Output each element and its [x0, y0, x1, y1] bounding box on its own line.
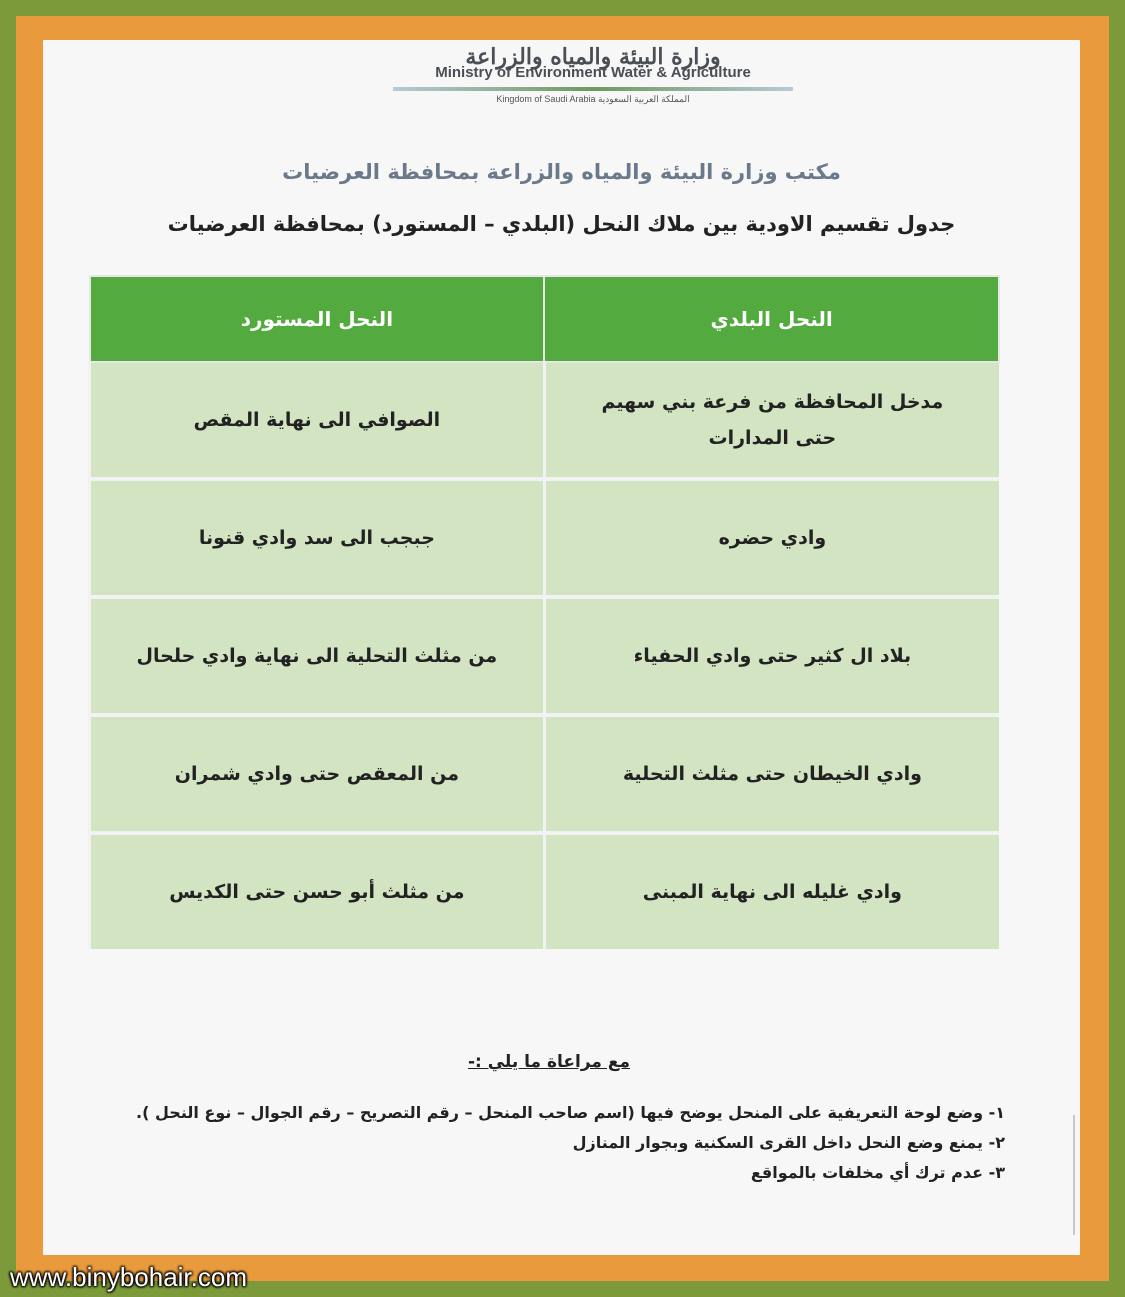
note-item: ٢- يمنع وضع النحل داخل القرى السكنية وبجوار المنازل	[572, 1133, 1005, 1152]
ministry-name-english: Ministry of Environment Water & Agriculture	[435, 64, 751, 81]
margin-line	[1073, 1115, 1075, 1235]
header-imported-bees: النحل المستورد	[90, 276, 545, 362]
kingdom-label: Kingdom of Saudi Arabia المملكة العربية السعودية	[496, 94, 690, 104]
cell-local: وادي الخيطان حتى مثلث التحلية	[544, 715, 999, 833]
table-row	[90, 479, 1000, 597]
cell-imported: من المعقص حتى وادي شمران	[90, 715, 545, 833]
table-header-row	[90, 276, 1000, 362]
valley-division-table	[88, 275, 1000, 949]
cell-imported: الصوافي الى نهاية المقص	[90, 362, 545, 479]
cell-imported: من مثلث أبو حسن حتى الكديس	[90, 833, 545, 949]
office-title: مكتب وزارة البيئة والمياه والزراعة بمحافظة العرضيات	[282, 160, 841, 184]
logo-divider	[393, 87, 793, 91]
table-row	[90, 833, 1000, 949]
cell-imported: جبجب الى سد وادي قنونا	[90, 479, 545, 597]
table-row	[90, 362, 1000, 479]
table-row	[90, 715, 1000, 833]
notes-list	[45, 1098, 1005, 1188]
cell-local: بلاد ال كثير حتى وادي الحفياء	[544, 597, 999, 715]
ministry-name-arabic: وزارة البيئة والمياه والزراعة	[465, 44, 721, 70]
table-row	[90, 597, 1000, 715]
cell-local: وادي حضره	[544, 479, 999, 597]
note-item: ١- وضع لوحة التعريفية على المنحل يوضح فيها (اسم صاحب المنحل – رقم التصريح – رقم الجوال – نوع النحل ).	[136, 1103, 1005, 1122]
cell-local: مدخل المحافظة من فرعة بني سهيم حتى المدارات	[544, 362, 999, 479]
cell-local: وادي غليله الى نهاية المبنى	[544, 833, 999, 949]
document-page	[43, 40, 1080, 1255]
site-watermark: www.binybohair.com	[10, 1262, 247, 1292]
cell-imported: من مثلث التحلية الى نهاية وادي حلحال	[90, 597, 545, 715]
ministry-logo	[363, 40, 823, 160]
notes-heading: مع مراعاة ما يلي :-	[467, 1052, 630, 1072]
note-item: ٣- عدم ترك أي مخلفات بالمواقع	[750, 1163, 1005, 1182]
table-title: جدول تقسيم الاودية بين ملاك النحل (البلدي – المستورد) بمحافظة العرضيات	[167, 212, 956, 236]
header-local-bees: النحل البلدي	[544, 276, 999, 362]
